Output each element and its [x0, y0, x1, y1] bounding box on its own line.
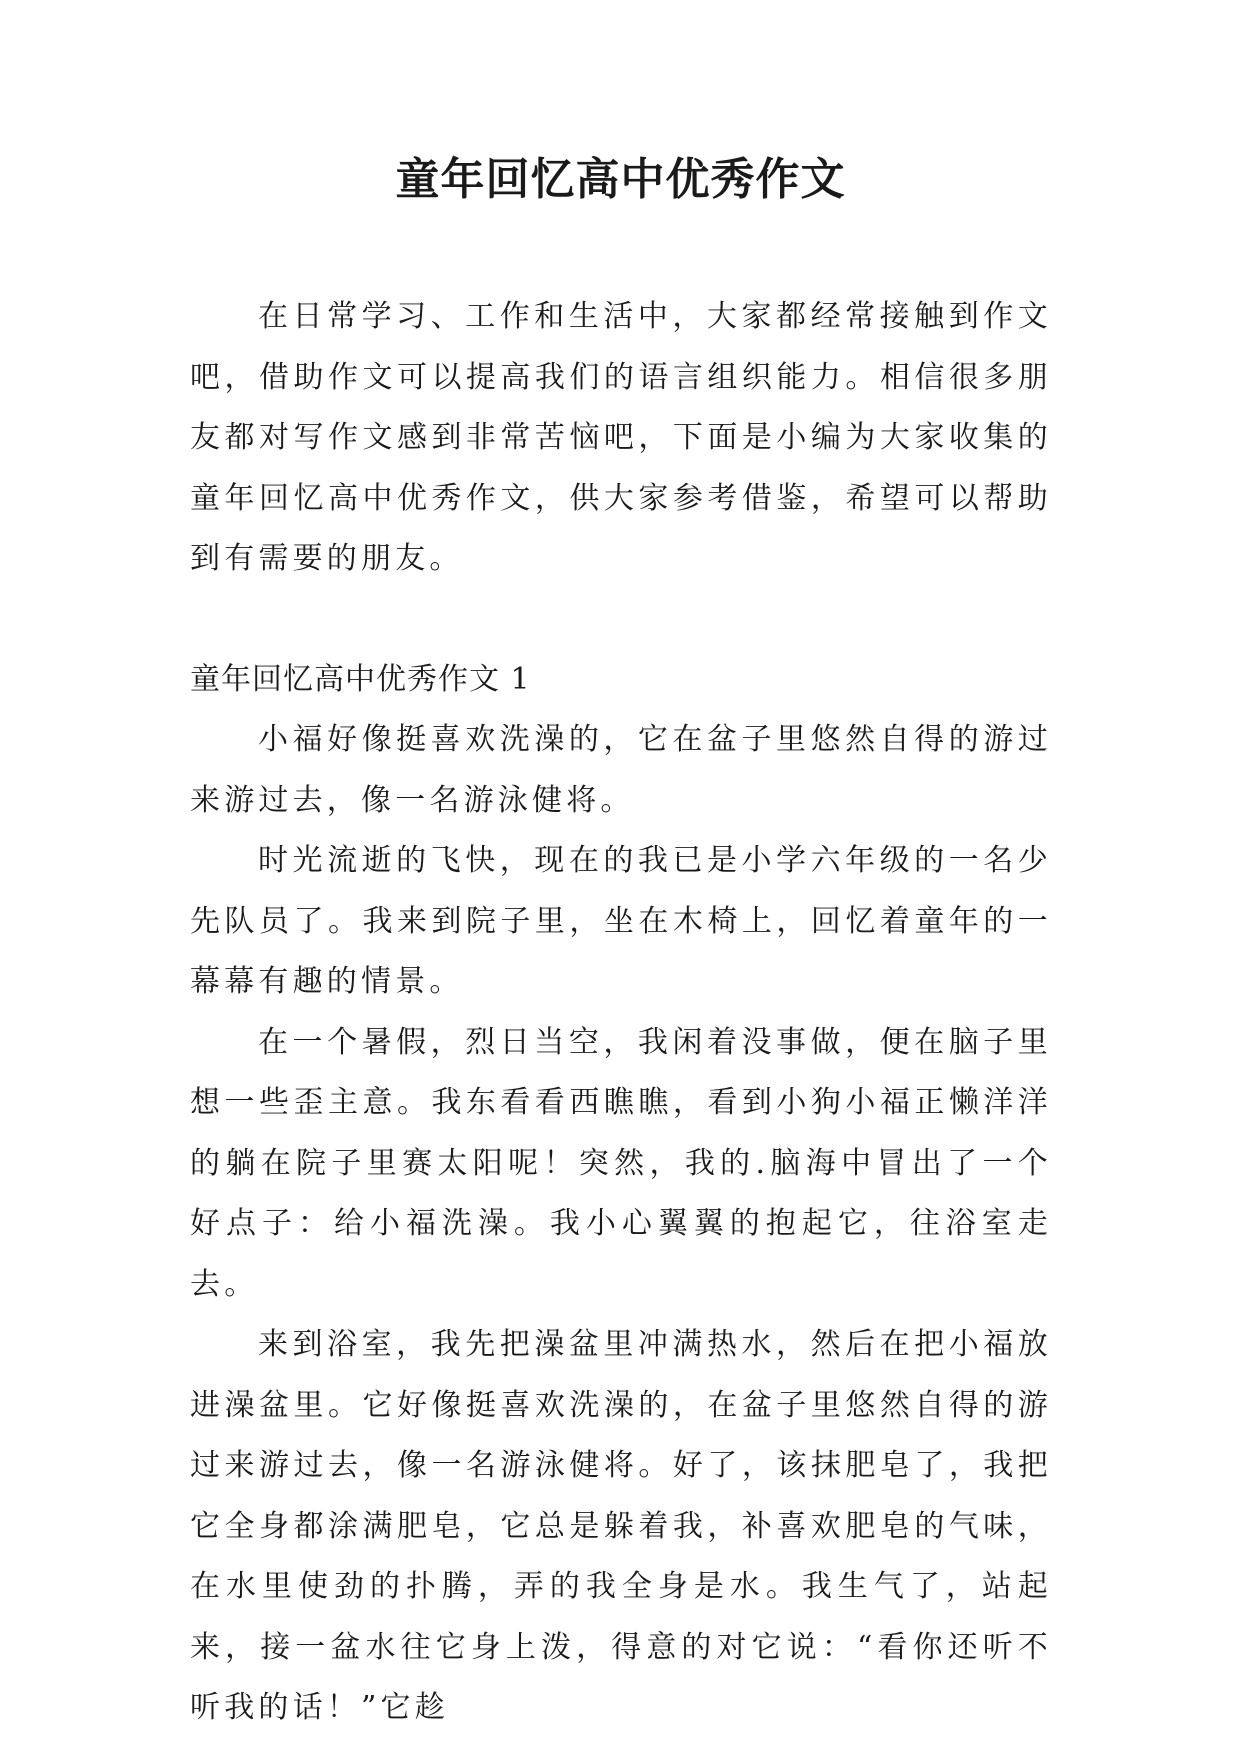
document-title: 童年回忆高中优秀作文: [395, 154, 846, 205]
body-paragraph-4: 来到浴室，我先把澡盆里冲满热水，然后在把小福放进澡盆里。它好像挺喜欢洗澡的，在盆子里悠然自得的游过来游过去，像一名游泳健将。好了，该抹肥皂了，我把它全身都涂满肥皂，它总是躲着我，补喜欢肥皂的气味，在水里使劲的扑腾，弄的我全身是水。我生气了，站起来，接一盆水往它身上泼，得意的对它说：“看你还听不听我的话！”它趁: [190, 1327, 1052, 1725]
body-paragraph-2: 时光流逝的飞快，现在的我已是小学六年级的一名少先队员了。我来到院子里，坐在木椅上，回忆着童年的一幕幕有趣的情景。: [190, 843, 1052, 999]
body-paragraph-3: 在一个暑假，烈日当空，我闲着没事做，便在脑子里想一些歪主意。我东看看西瞧瞧，看到小狗小福正懒洋洋的躺在院子里赛太阳呢！突然，我的.脑海中冒出了一个好点子：给小福洗澡。我小心翼翼的抱起它，往浴室走去。: [190, 1024, 1052, 1302]
section-heading: 童年回忆高中优秀作文 1: [190, 661, 531, 697]
intro-paragraph: 在日常学习、工作和生活中，大家都经常接触到作文吧，借助作文可以提高我们的语言组织能力。相信很多朋友都对写作文感到非常苦恼吧，下面是小编为大家收集的童年回忆高中优秀作文，供大家参考借鉴，希望可以帮助到有需要的朋友。: [190, 299, 1052, 576]
document-body: [190, 287, 1052, 1739]
body-paragraph-1: 小福好像挺喜欢洗澡的，它在盆子里悠然自得的游过来游过去，像一名游泳健将。: [190, 722, 1052, 818]
